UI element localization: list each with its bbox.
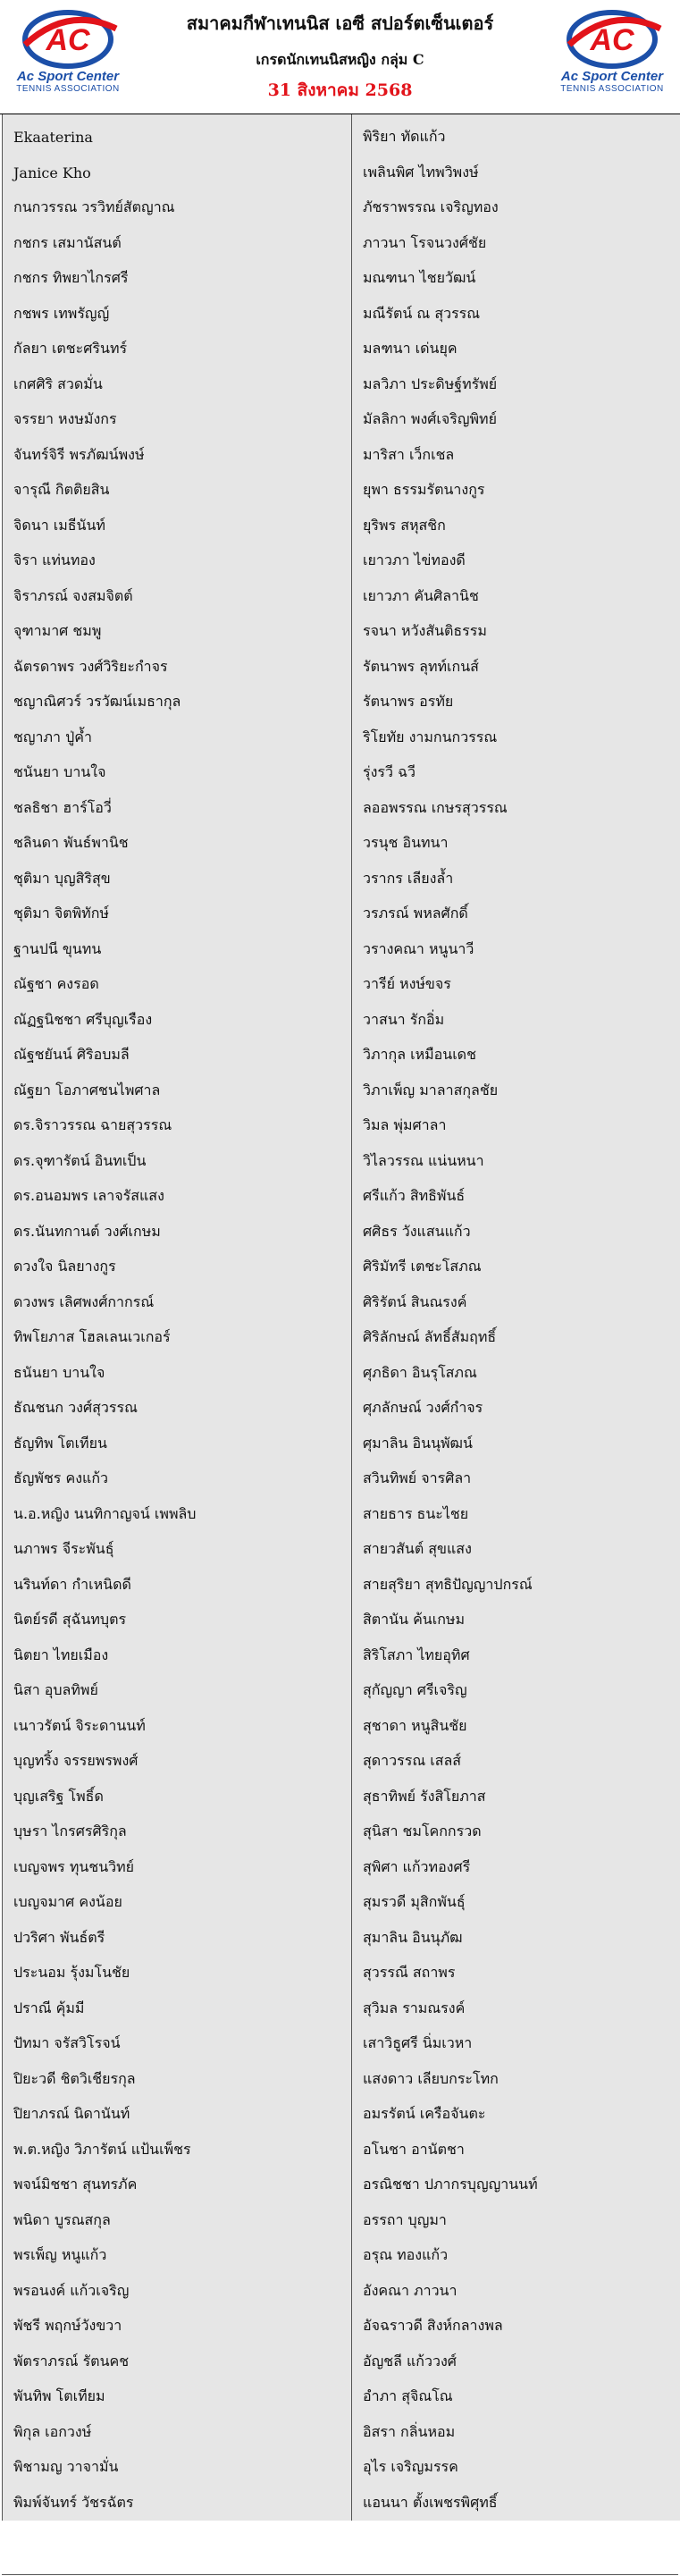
player-name-left: นรินท์ดา กำเหนิดดี xyxy=(3,1568,352,1604)
table-row xyxy=(3,1179,680,1215)
table-row xyxy=(3,1638,680,1674)
player-name-left: ดร.จุฑารัตน์ อินทเป็น xyxy=(3,1144,352,1180)
player-name-left: ปัทมา จรัสวิโรจน์ xyxy=(3,2026,352,2062)
player-name-right: อรุณ ทองแก้ว xyxy=(352,2238,680,2274)
table-row xyxy=(3,332,680,367)
player-name-right: อัจฉราวดี สิงห์กลางพล xyxy=(352,2309,680,2344)
player-name-right: อิสรา กลิ่นหอม xyxy=(352,2415,680,2451)
player-name-right: สวินทิพย์ จารศิลา xyxy=(352,1461,680,1497)
player-name-right: มลฑนา เด่นยุค xyxy=(352,332,680,367)
player-name-right: ยุพา ธรรมรัตนางกูร xyxy=(352,473,680,509)
table-row xyxy=(3,2097,680,2133)
player-name-left: ดร.จิราวรรณ ฉายสุวรรณ xyxy=(3,1108,352,1144)
player-name-left: พิมพ์จันทร์ วัชรฉัตร xyxy=(3,2486,352,2521)
player-name-left: จรรยา หงษมังกร xyxy=(3,402,352,438)
player-name-right: พิริยา ทัดแก้ว xyxy=(352,114,680,156)
table-row xyxy=(3,2026,680,2062)
table-row xyxy=(3,297,680,333)
player-name-right: สายธาร ธนะไชย xyxy=(352,1497,680,1533)
player-name-right: เยาวภา คันศิลานิช xyxy=(352,579,680,615)
table-row xyxy=(3,2168,680,2203)
table-row xyxy=(3,1780,680,1815)
player-name-left: ธัญทิพ โตเทียน xyxy=(3,1427,352,1462)
player-name-left: พิชามญ วาจามั่น xyxy=(3,2450,352,2486)
player-name-left: พัชรี พฤกษ์วังขวา xyxy=(3,2309,352,2344)
player-name-right: สุกัญญา ศรีเจริญ xyxy=(352,1673,680,1709)
player-name-right: สุวรรณี สถาพร xyxy=(352,1956,680,1991)
player-name-left: เนาวรัตน์ จิระดานนท์ xyxy=(3,1709,352,1745)
logo-mark-text: AC xyxy=(46,23,90,57)
player-name-left: พรอนงค์ แก้วเจริญ xyxy=(3,2274,352,2310)
player-name-left: เบญจพร ทุนชนวิทย์ xyxy=(3,1850,352,1886)
table-row xyxy=(3,897,680,932)
player-name-right: ลออพรรณ เกษรสุวรรณ xyxy=(352,791,680,827)
player-name-left: จิดนา เมธีนันท์ xyxy=(3,509,352,544)
table-row xyxy=(3,2238,680,2274)
table-row xyxy=(3,2486,680,2521)
table-row xyxy=(3,438,680,474)
table-row xyxy=(3,2415,680,2451)
player-name-right: อมรรัตน์ เครือจันตะ xyxy=(352,2097,680,2133)
table-row xyxy=(3,1956,680,1991)
player-name-left: ชุติมา บุญสิริสุข xyxy=(3,862,352,897)
logo-brand: Ac Sport Center xyxy=(16,69,120,84)
player-name-right: อำภา สุจิณโณ xyxy=(352,2379,680,2415)
player-name-right: ยุริพร สหุสชิก xyxy=(352,509,680,544)
player-name-right: ภาวนา โรจนวงศ์ชัย xyxy=(352,226,680,262)
player-name-right: สายวสันต์ สุขแสง xyxy=(352,1532,680,1568)
player-name-left: นิตย์รดี สุฉันทบุตร xyxy=(3,1603,352,1638)
player-name-left: ดร.นันทกานต์ วงศ์เกษม xyxy=(3,1215,352,1250)
logo-brand: Ac Sport Center xyxy=(560,69,664,84)
player-name-left: กัลยา เตชะศรินทร์ xyxy=(3,332,352,367)
ac-logo-icon xyxy=(5,9,130,70)
title-block xyxy=(134,7,546,105)
player-name-right: วรนุช อินทนา xyxy=(352,826,680,862)
player-name-left: พันทิพ โตเทียม xyxy=(3,2379,352,2415)
player-name-left: จารุณี กิตติยสิน xyxy=(3,473,352,509)
player-name-left: เกศศิริ สวดมั่น xyxy=(3,367,352,403)
table-row xyxy=(3,862,680,897)
table-row xyxy=(3,1285,680,1321)
player-name-left: กชกร ทิพยาไกรศรี xyxy=(3,261,352,297)
player-name-right: วิภากุล เหมือนเดช xyxy=(352,1038,680,1073)
player-name-left: ณัฐยา โอภาศชนไพศาล xyxy=(3,1073,352,1109)
player-name-right: แสงดาว เลียบกระโทก xyxy=(352,2062,680,2098)
player-name-right: อัญชลี แก้ววงศ์ xyxy=(352,2344,680,2380)
table-row xyxy=(3,1709,680,1745)
player-name-left: ดวงใจ นิลยางกูร xyxy=(3,1250,352,1285)
table-row xyxy=(3,791,680,827)
table-row xyxy=(3,1991,680,2027)
player-name-left: ประนอม รุ้งมโนชัย xyxy=(3,1956,352,1991)
header xyxy=(0,0,680,114)
table-row xyxy=(3,932,680,968)
player-name-right: มณฑนา ไชยวัฒน์ xyxy=(352,261,680,297)
player-name-left: กชกร เสมานัสนต์ xyxy=(3,226,352,262)
logo-sub: TENNIS ASSOCIATION xyxy=(16,84,120,94)
player-name-right: ศศิธร วังแสนแก้ว xyxy=(352,1215,680,1250)
player-name-left: จิราภรณ์ จงสมจิตต์ xyxy=(3,579,352,615)
player-name-right: วิไลวรรณ แน่นหนา xyxy=(352,1144,680,1180)
player-name-left: ธนันยา บานใจ xyxy=(3,1356,352,1392)
logo-sub: TENNIS ASSOCIATION xyxy=(560,84,664,94)
player-name-right: มาริสา เว็กเชล xyxy=(352,438,680,474)
player-name-left: นภาพร จีระพันธุ์ xyxy=(3,1532,352,1568)
player-name-right: มัลลิกา พงศ์เจริญพิทย์ xyxy=(352,402,680,438)
table-row xyxy=(3,720,680,756)
player-name-right: วารีย์ หงษ์ขจร xyxy=(352,967,680,1003)
player-name-left: กชพร เทพรัญญ์ xyxy=(3,297,352,333)
player-name-right: วรภรณ์ พหลศักดิ์ xyxy=(352,897,680,932)
table-row xyxy=(3,650,680,686)
table-row xyxy=(3,156,680,191)
player-name-left: ปิยาภรณ์ นิดานันท์ xyxy=(3,2097,352,2133)
player-name-left: ณัฏฐนิชชา ศรีบุญเรือง xyxy=(3,1003,352,1039)
player-name-left: Ekaaterina xyxy=(3,114,352,156)
table-row xyxy=(3,1603,680,1638)
table-row xyxy=(3,1497,680,1533)
table-row xyxy=(3,226,680,262)
player-name-right: วรากร เลียงล้ำ xyxy=(352,862,680,897)
table-row xyxy=(3,1038,680,1073)
player-name-left: ณัฐชา คงรอด xyxy=(3,967,352,1003)
player-name-right: รัตนาพร อรทัย xyxy=(352,685,680,720)
player-name-left: ชญาณิศวร์ วรวัฒน์เมธากุล xyxy=(3,685,352,720)
page-date: 31 สิงหาคม 2568 xyxy=(267,80,413,100)
table-row xyxy=(3,1144,680,1180)
player-name-left: พรเพ็ญ หนูแก้ว xyxy=(3,2238,352,2274)
table-row xyxy=(3,685,680,720)
ac-logo-right xyxy=(550,9,675,98)
player-name-right: ศิริลักษณ์ ลัทธิ์สัมฤทธิ์ xyxy=(352,1320,680,1356)
table-row xyxy=(3,367,680,403)
player-name-left: จิรา แท่นทอง xyxy=(3,543,352,579)
table-row xyxy=(3,1532,680,1568)
player-name-right: ศุภลักษณ์ วงศ์กำจร xyxy=(352,1391,680,1427)
player-name-right: ศิริรัตน์ สินณรงค์ xyxy=(352,1285,680,1321)
table-row xyxy=(3,2203,680,2239)
player-name-right: สุวิมล รามณรงค์ xyxy=(352,1991,680,2027)
player-name-right: รุ่งรวี ฉวี xyxy=(352,755,680,791)
table-row xyxy=(3,1320,680,1356)
player-name-left: จันทร์จิรี พรภัฒน์พงษ์ xyxy=(3,438,352,474)
player-name-left: ชุติมา จิตพิทักษ์ xyxy=(3,897,352,932)
player-name-left: Janice Kho xyxy=(3,156,352,191)
player-name-left: ดร.อนอมพร เลาจรัสแสง xyxy=(3,1179,352,1215)
player-name-right: รจนา หวังสันติธรรม xyxy=(352,614,680,650)
table-row xyxy=(3,2450,680,2486)
player-name-left: บุญเสริฐ โพธิ์ด xyxy=(3,1780,352,1815)
table-row xyxy=(3,755,680,791)
names-table-body xyxy=(3,114,680,2521)
table-row xyxy=(3,1568,680,1604)
player-name-right: สุดาวรรณ เสลส์ xyxy=(352,1744,680,1780)
player-name-right: อรรถา บุญมา xyxy=(352,2203,680,2239)
player-name-left: บุษรา ไกรศรศิริกุล xyxy=(3,1814,352,1850)
player-name-left: ชลธิชา ฮาร์โอวี่ xyxy=(3,791,352,827)
player-name-right: ศุภธิดา อินรุโสภณ xyxy=(352,1356,680,1392)
table-row xyxy=(3,2344,680,2380)
table-row xyxy=(3,1215,680,1250)
player-name-right: สายสุริยา สุทธิปัญญาปกรณ์ xyxy=(352,1568,680,1604)
table-row xyxy=(3,967,680,1003)
table-row xyxy=(3,1391,680,1427)
player-name-left: ฐานปนี ขุนทน xyxy=(3,932,352,968)
player-name-right: อังคณา ภาวนา xyxy=(352,2274,680,2310)
table-row xyxy=(3,509,680,544)
player-name-left: จุฑามาศ ชมพู xyxy=(3,614,352,650)
player-name-right: ศิริมัทรี เตชะโสภณ xyxy=(352,1250,680,1285)
page-subtitle: เกรดนักเทนนิสหญิง กลุ่ม C xyxy=(256,51,424,68)
player-name-right: สุธาทิพย์ รังสิโยภาส xyxy=(352,1780,680,1815)
player-name-left: นิสา อุบลทิพย์ xyxy=(3,1673,352,1709)
player-name-right: อรณิชชา ปภากรบุญญานนท์ xyxy=(352,2168,680,2203)
player-name-right: เพลินพิศ ไทพวิพงษ์ xyxy=(352,156,680,191)
player-name-right: ภัชราพรรณ เจริญทอง xyxy=(352,190,680,226)
table-row xyxy=(3,190,680,226)
player-name-right: วิภาเพ็ญ มาลาสกุลชัย xyxy=(352,1073,680,1109)
player-name-left: ธัญพัชร คงแก้ว xyxy=(3,1461,352,1497)
table-row xyxy=(3,1673,680,1709)
player-name-left: ฉัตรดาพร วงศ์วิริยะกำจร xyxy=(3,650,352,686)
ac-logo-icon xyxy=(550,9,675,70)
table-row xyxy=(3,1744,680,1780)
table-row xyxy=(3,2274,680,2310)
table-row xyxy=(3,1461,680,1497)
player-name-left: ธัณชนก วงศ์สุวรรณ xyxy=(3,1391,352,1427)
player-name-right: วรางคณา หนูนาวี xyxy=(352,932,680,968)
player-name-left: พ.ต.หญิง วิภารัตน์ แป้นเพ็ชร xyxy=(3,2133,352,2168)
player-name-right: สุพิศา แก้วทองศรี xyxy=(352,1850,680,1886)
player-name-right: อโนชา อานัตชา xyxy=(352,2133,680,2168)
player-name-right: รัตนาพร ลุทท์เกนส์ xyxy=(352,650,680,686)
player-name-left: ชนันยา บานใจ xyxy=(3,755,352,791)
player-name-left: เบญจมาศ คงน้อย xyxy=(3,1885,352,1921)
player-name-left: น.อ.หญิง นนทิกาญจน์ เพพลิบ xyxy=(3,1497,352,1533)
player-name-left: ชลินดา พันธ์พานิช xyxy=(3,826,352,862)
player-name-right: สิตานัน ค้นเกษม xyxy=(352,1603,680,1638)
player-name-left: พจน์มิชชา สุนทรภัค xyxy=(3,2168,352,2203)
player-name-left: ปิยะวดี ชิตวิเชียรกุล xyxy=(3,2062,352,2098)
player-name-left: ชญาภา ปู่ค้ำ xyxy=(3,720,352,756)
player-name-right: ริโยทัย งามกนกวรรณ xyxy=(352,720,680,756)
table-row xyxy=(3,2062,680,2098)
player-name-left: ปวริศา พันธ์ตรี xyxy=(3,1921,352,1957)
player-name-right: แอนนา ตั้งเพชรพิศุทธิ์ xyxy=(352,2486,680,2521)
player-name-right: มลวิภา ประดิษฐ์ทรัพย์ xyxy=(352,367,680,403)
table-row xyxy=(3,1073,680,1109)
table-row xyxy=(3,826,680,862)
player-name-left: พนิดา บูรณสกุล xyxy=(3,2203,352,2239)
ac-logo-left xyxy=(5,9,130,98)
table-row xyxy=(3,1921,680,1957)
table-row xyxy=(3,402,680,438)
player-name-right: ศรีแก้ว สิทธิพันธ์ xyxy=(352,1179,680,1215)
table-row xyxy=(3,473,680,509)
player-name-right: สุนิสา ชมโคกกรวด xyxy=(352,1814,680,1850)
table-row xyxy=(3,1250,680,1285)
player-name-left: พิกุล เอกวงษ์ xyxy=(3,2415,352,2451)
names-table xyxy=(2,114,680,2521)
player-name-right: เยาวภา ไข่ทองดี xyxy=(352,543,680,579)
player-name-left: กนกวรรณ วรวิทย์สัตญาณ xyxy=(3,190,352,226)
table-row xyxy=(3,543,680,579)
table-row xyxy=(3,261,680,297)
player-name-left: ทิพโยภาส โฮลเลนเวเกอร์ xyxy=(3,1320,352,1356)
player-name-left: ณัฐชยันน์ ศิริอบมลี xyxy=(3,1038,352,1073)
player-name-left: นิตยา ไทยเมือง xyxy=(3,1638,352,1674)
table-bottom-border xyxy=(2,2574,678,2575)
player-name-right: ศุมาลิน อินนุพัฒน์ xyxy=(352,1427,680,1462)
table-row xyxy=(3,1356,680,1392)
player-name-right: เสาวิธูศรี นิ่มเวหา xyxy=(352,2026,680,2062)
table-row xyxy=(3,2379,680,2415)
table-row xyxy=(3,1850,680,1886)
player-name-right: วิมล พุ่มศาลา xyxy=(352,1108,680,1144)
table-row xyxy=(3,1885,680,1921)
player-name-right: มณีรัตน์ ณ สุวรรณ xyxy=(352,297,680,333)
table-row xyxy=(3,614,680,650)
player-name-left: ปราณี คุ้มมี xyxy=(3,1991,352,2027)
logo-mark-text: AC xyxy=(590,23,634,57)
table-row xyxy=(3,2309,680,2344)
player-name-right: สิริโสภา ไทยอุทิศ xyxy=(352,1638,680,1674)
page-title: สมาคมกีฬาเทนนิส เอซี สปอร์ตเซ็นเตอร์ xyxy=(186,13,494,34)
table-row xyxy=(3,1427,680,1462)
player-name-right: สุชาดา หนูสินชัย xyxy=(352,1709,680,1745)
table-row xyxy=(3,579,680,615)
player-name-right: สุมรวดี มุสิกพันธุ์ xyxy=(352,1885,680,1921)
player-name-right: วาสนา รักอิ่ม xyxy=(352,1003,680,1039)
table-row xyxy=(3,114,680,156)
player-name-left: พัตราภรณ์ รัตนคช xyxy=(3,2344,352,2380)
player-name-right: สุมาลิน อินนุภัฒ xyxy=(352,1921,680,1957)
table-row xyxy=(3,1108,680,1144)
table-row xyxy=(3,1814,680,1850)
table-row xyxy=(3,1003,680,1039)
player-name-left: ดวงพร เลิศพงศ์กากรณ์ xyxy=(3,1285,352,1321)
table-row xyxy=(3,2133,680,2168)
player-name-right: อุไร เจริญมรรค xyxy=(352,2450,680,2486)
player-name-left: บุญทริ้ง จรรยพรพงศ์ xyxy=(3,1744,352,1780)
